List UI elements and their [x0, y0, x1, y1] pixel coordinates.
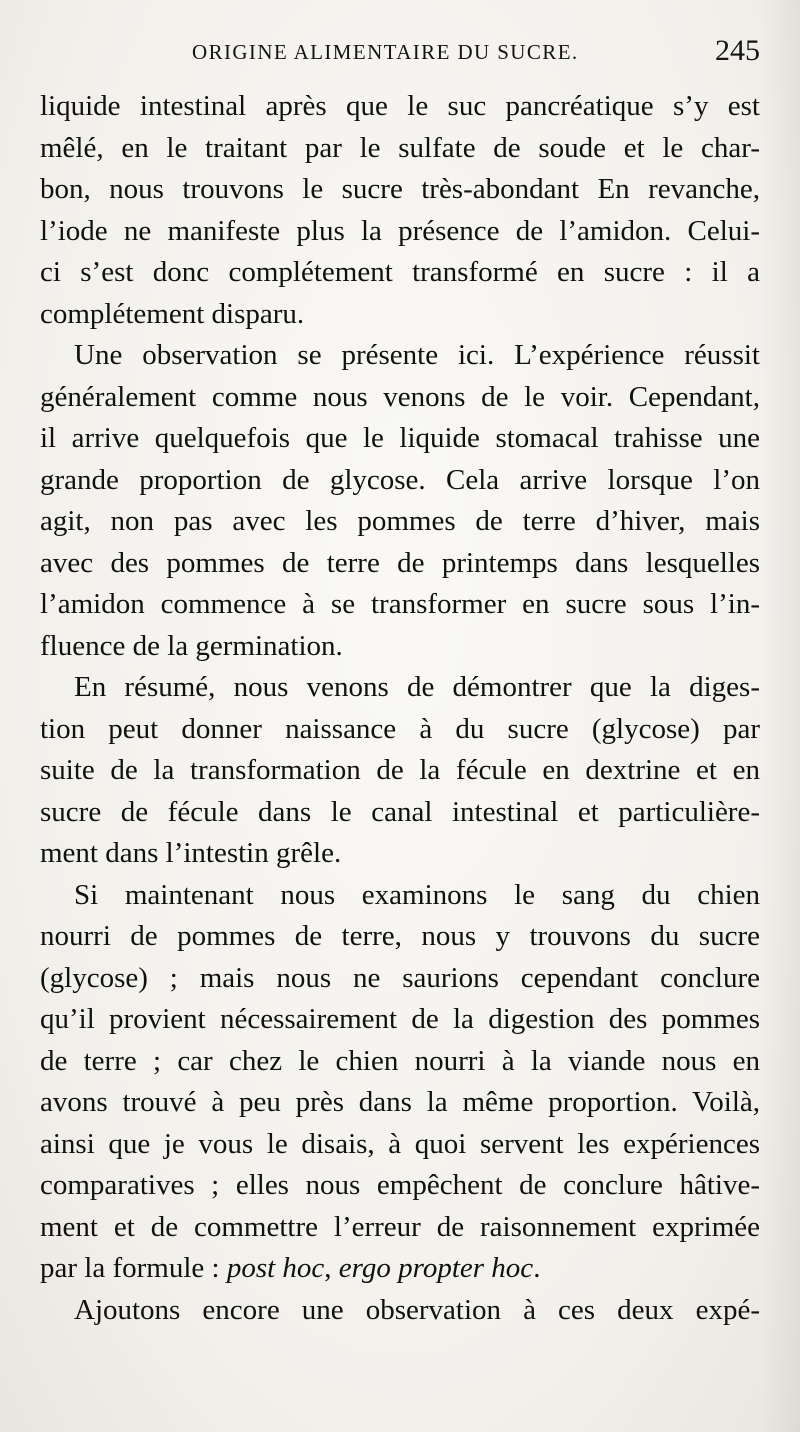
text-line: En résumé, nous venons de démontrer que la diges-	[74, 671, 760, 703]
text-line: comparatives ; elles nous empêchent de conclure hâtive-	[40, 1169, 760, 1201]
paragraph-3	[40, 667, 760, 875]
text-line: ci s’est donc complétement transformé en sucre : il a	[40, 256, 760, 288]
paragraph-1	[40, 86, 760, 335]
latin-phrase-post-hoc: post hoc	[226, 1252, 325, 1284]
running-head	[40, 36, 760, 76]
text-line: Ajoutons encore une observation à ces deux expé-	[74, 1293, 760, 1326]
text-line: ainsi que je vous le disais, à quoi servent les expériences	[40, 1127, 760, 1160]
text-line: nourri de pommes de terre, nous y trouvons du sucre	[40, 920, 760, 952]
paragraph-5	[40, 1290, 760, 1332]
text-line: sucre de fécule dans le canal intestinal et particulière-	[40, 795, 760, 828]
formula-period: .	[533, 1252, 541, 1284]
text-line: il arrive quelquefois que le liquide stomacal trahisse une	[40, 422, 760, 454]
formula-prefix: par la formule :	[40, 1252, 227, 1284]
paragraph-2	[40, 335, 760, 667]
text-line: agit, non pas avec les pommes de terre d’hiver, mais	[40, 505, 760, 537]
text-line: avons trouvé à peu près dans la même proportion. Voilà,	[40, 1086, 760, 1118]
formula-comma: ,	[324, 1252, 339, 1284]
text-line: qu’il provient nécessairement de la digestion des pommes	[40, 1003, 760, 1035]
text-line: Si maintenant nous examinons le sang du chien	[74, 878, 760, 911]
body-text	[40, 86, 760, 1331]
latin-phrase-ergo-propter-hoc: ergo propter hoc	[338, 1252, 534, 1284]
text-line: suite de la transformation de la fécule en dextrine et en	[40, 754, 760, 786]
text-line: l’amidon commence à se transformer en sucre sous l’in-	[40, 588, 760, 620]
text-line: tion peut donner naissance à du sucre (glycose) par	[40, 712, 760, 745]
text-line: ment et de commettre l’erreur de raisonnement exprimée	[40, 1210, 760, 1243]
page-edge-shadow	[760, 0, 800, 1432]
text-line: généralement comme nous venons de le voir. Cependant,	[40, 380, 760, 413]
running-title: ORIGINE ALIMENTAIRE DU SUCRE.	[192, 40, 579, 64]
text-line: Une observation se présente ici. L’expérience réussit	[74, 339, 760, 371]
text-line: complétement disparu.	[40, 297, 305, 330]
text-line: ment dans l’intestin grêle.	[40, 837, 342, 869]
text-line: mêlé, en le traitant par le sulfate de soude et le char-	[40, 131, 760, 164]
text-line: de terre ; car chez le chien nourri à la viande nous en	[40, 1044, 760, 1077]
text-line: grande proportion de glycose. Cela arrive lorsque l’on	[40, 463, 760, 496]
paragraph-4	[40, 875, 760, 1290]
text-line-formula	[40, 1248, 760, 1290]
text-line: liquide intestinal après que le suc pancréatique s’y est	[40, 90, 760, 122]
text-line: avec des pommes de terre de printemps dans lesquelles	[40, 546, 760, 579]
text-line: l’iode ne manifeste plus la présence de l’amidon. Celui-	[40, 214, 760, 247]
page-number: 245	[715, 34, 760, 67]
text-line: fluence de la germination.	[40, 629, 343, 662]
text-line: bon, nous trouvons le sucre très-abondant En revanche,	[40, 173, 760, 205]
text-line: (glycose) ; mais nous ne saurions cependant conclure	[40, 961, 760, 994]
